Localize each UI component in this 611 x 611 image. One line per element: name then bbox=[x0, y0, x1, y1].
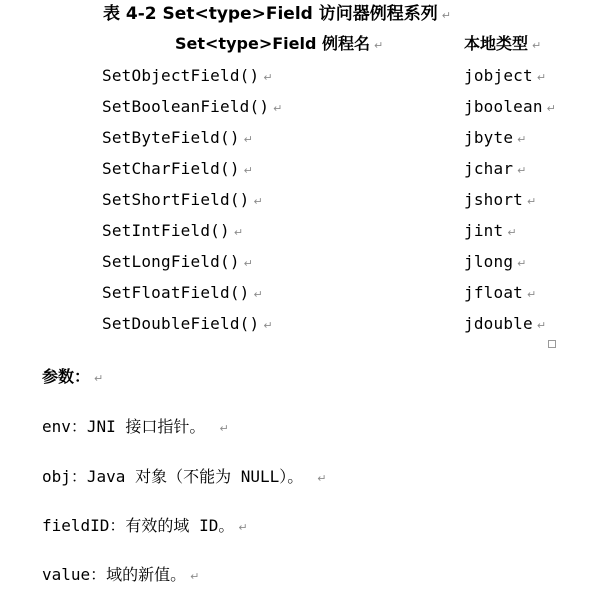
native-type-text: jlong bbox=[464, 252, 514, 271]
routine-name bbox=[102, 250, 253, 276]
param-item bbox=[42, 415, 229, 441]
paragraph-mark: ↵ bbox=[536, 71, 547, 84]
routine-name-text: SetShortField() bbox=[102, 190, 250, 209]
paragraph-mark: ↵ bbox=[263, 319, 273, 332]
paragraph-mark: ↵ bbox=[233, 226, 244, 239]
paragraph-mark: ↵ bbox=[190, 570, 200, 583]
routine-name bbox=[102, 312, 273, 338]
native-type bbox=[464, 64, 546, 90]
routine-name bbox=[102, 157, 253, 183]
param-item bbox=[42, 563, 199, 589]
paragraph-mark: ↵ bbox=[527, 195, 537, 208]
routine-name bbox=[102, 281, 263, 307]
paragraph-mark: ↵ bbox=[243, 164, 254, 177]
native-type bbox=[464, 250, 527, 276]
native-type-text: jint bbox=[464, 221, 504, 240]
param-item bbox=[42, 465, 326, 491]
routine-name-text: SetObjectField() bbox=[102, 66, 260, 85]
native-type-text: jshort bbox=[464, 190, 523, 209]
paragraph-mark: ↵ bbox=[517, 133, 527, 146]
paragraph-mark: ↵ bbox=[238, 521, 248, 534]
param-item-text: env：JNI 接口指针。 bbox=[42, 417, 206, 436]
paragraph-mark: ↵ bbox=[532, 39, 542, 52]
paragraph-mark: ↵ bbox=[219, 422, 229, 435]
routine-name-text: SetIntField() bbox=[102, 221, 230, 240]
native-type bbox=[464, 188, 536, 214]
paragraph-mark: ↵ bbox=[517, 164, 527, 177]
params-heading bbox=[42, 365, 103, 391]
paragraph-mark: ↵ bbox=[263, 71, 273, 84]
params-heading-text: 参数： bbox=[42, 367, 91, 386]
routine-name-text: SetBooleanField() bbox=[102, 97, 270, 116]
param-item-text: value：域的新值。 bbox=[42, 565, 187, 584]
native-type-text: jfloat bbox=[464, 283, 523, 302]
paragraph-mark: ↵ bbox=[243, 133, 254, 146]
native-type-text: jboolean bbox=[464, 97, 543, 116]
header-routine-name-text: Set<type>Field 例程名 bbox=[175, 34, 370, 53]
routine-name-text: SetByteField() bbox=[102, 128, 240, 147]
paragraph-mark: ↵ bbox=[94, 372, 104, 385]
param-item-text: obj：Java 对象（不能为 NULL）。 bbox=[42, 467, 304, 486]
header-native-type bbox=[464, 32, 541, 58]
paragraph-mark: ↵ bbox=[507, 226, 517, 239]
native-type-text: jdouble bbox=[464, 314, 533, 333]
paragraph-mark: ↵ bbox=[374, 39, 384, 52]
paragraph-mark: ↵ bbox=[441, 9, 451, 22]
paragraph-mark: ↵ bbox=[243, 257, 254, 270]
routine-name bbox=[102, 188, 263, 214]
param-item bbox=[42, 514, 248, 540]
native-type bbox=[464, 126, 527, 152]
paragraph-mark: ↵ bbox=[317, 472, 327, 485]
header-native-type-text: 本地类型 bbox=[464, 34, 529, 53]
native-type bbox=[464, 312, 546, 338]
native-type-text: jchar bbox=[464, 159, 514, 178]
paragraph-mark: ↵ bbox=[253, 195, 263, 208]
paragraph-mark: ↵ bbox=[536, 319, 547, 332]
table-end-marker bbox=[548, 340, 556, 348]
paragraph-mark: ↵ bbox=[527, 288, 537, 301]
caption-text: 表 4-2 Set<type>Field 访问器例程系列 bbox=[103, 4, 438, 24]
paragraph-mark: ↵ bbox=[273, 102, 283, 115]
header-routine-name bbox=[175, 32, 383, 58]
param-item-text: fieldID：有效的域 ID。 bbox=[42, 516, 235, 535]
native-type-text: jbyte bbox=[464, 128, 514, 147]
routine-name bbox=[102, 64, 273, 90]
routine-name bbox=[102, 126, 253, 152]
routine-name-text: SetLongField() bbox=[102, 252, 240, 271]
paragraph-mark: ↵ bbox=[517, 257, 527, 270]
paragraph-mark: ↵ bbox=[546, 102, 557, 115]
native-type bbox=[464, 219, 517, 245]
native-type bbox=[464, 157, 527, 183]
paragraph-mark: ↵ bbox=[253, 288, 263, 301]
routine-name-text: SetDoubleField() bbox=[102, 314, 260, 333]
native-type bbox=[464, 281, 536, 307]
native-type-text: jobject bbox=[464, 66, 533, 85]
routine-name bbox=[102, 95, 283, 121]
native-type bbox=[464, 95, 556, 121]
routine-name-text: SetFloatField() bbox=[102, 283, 250, 302]
table-caption bbox=[103, 2, 451, 28]
routine-name bbox=[102, 219, 243, 245]
routine-name-text: SetCharField() bbox=[102, 159, 240, 178]
